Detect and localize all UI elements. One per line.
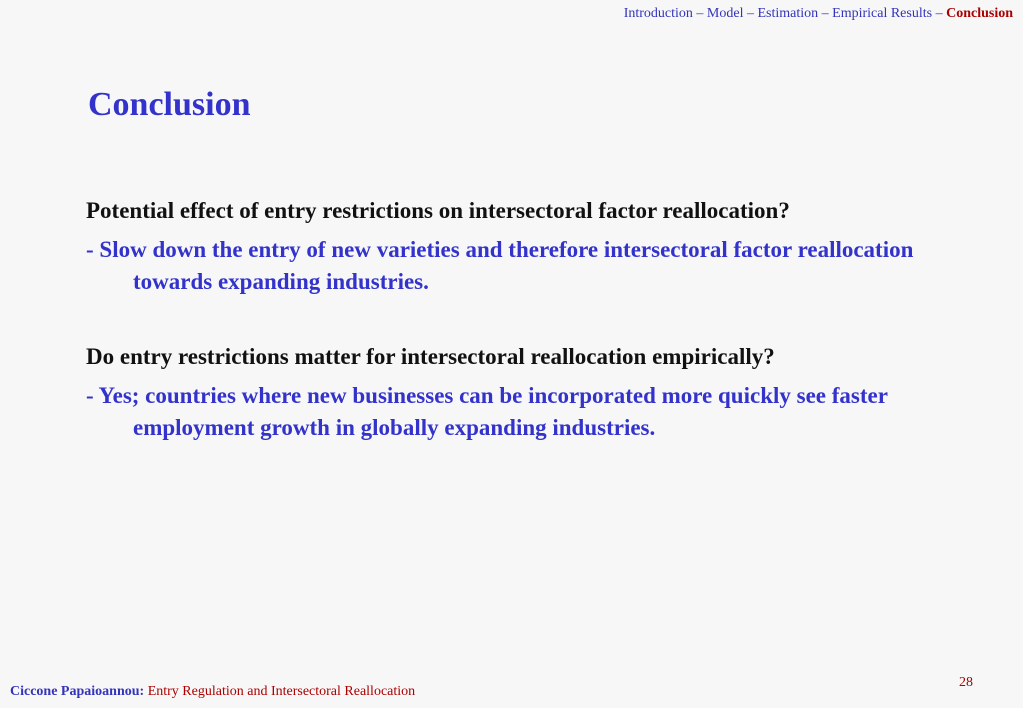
nav-separator: –: [746, 6, 758, 21]
nav-item-empirical-results[interactable]: Empirical Results: [832, 6, 933, 21]
answer-text: - Yes; countries where new businesses can be incorporated more quickly see faster employment growth in globally expanding industries.: [86, 383, 888, 440]
nav-separator: –: [696, 6, 707, 21]
footer-paper-title: Entry Regulation and Intersectoral Reallocation: [147, 684, 416, 699]
slide-title: Conclusion: [88, 86, 251, 123]
answer-text: - Slow down the entry of new varieties and therefore intersectoral factor reallocation towards expanding industries.: [86, 237, 914, 294]
nav-item-conclusion-current[interactable]: Conclusion: [946, 6, 1013, 21]
nav-item-model[interactable]: Model: [706, 6, 744, 21]
section-navigation: [624, 6, 1013, 22]
point-block: [86, 342, 946, 444]
nav-separator: –: [821, 6, 833, 21]
point-block: [86, 196, 946, 298]
nav-item-estimation[interactable]: Estimation: [757, 6, 819, 21]
nav-item-introduction[interactable]: Introduction: [623, 6, 693, 21]
slide-content: [86, 196, 946, 488]
question-text: Do entry restrictions matter for intersectoral reallocation empirically?: [86, 344, 775, 369]
slide-footer: [10, 684, 415, 700]
question-text: Potential effect of entry restrictions on intersectoral factor reallocation?: [86, 198, 790, 223]
nav-separator: –: [935, 6, 947, 21]
footer-authors: Ciccone Papaioannou:: [10, 684, 145, 699]
page-number: 28: [959, 675, 973, 690]
